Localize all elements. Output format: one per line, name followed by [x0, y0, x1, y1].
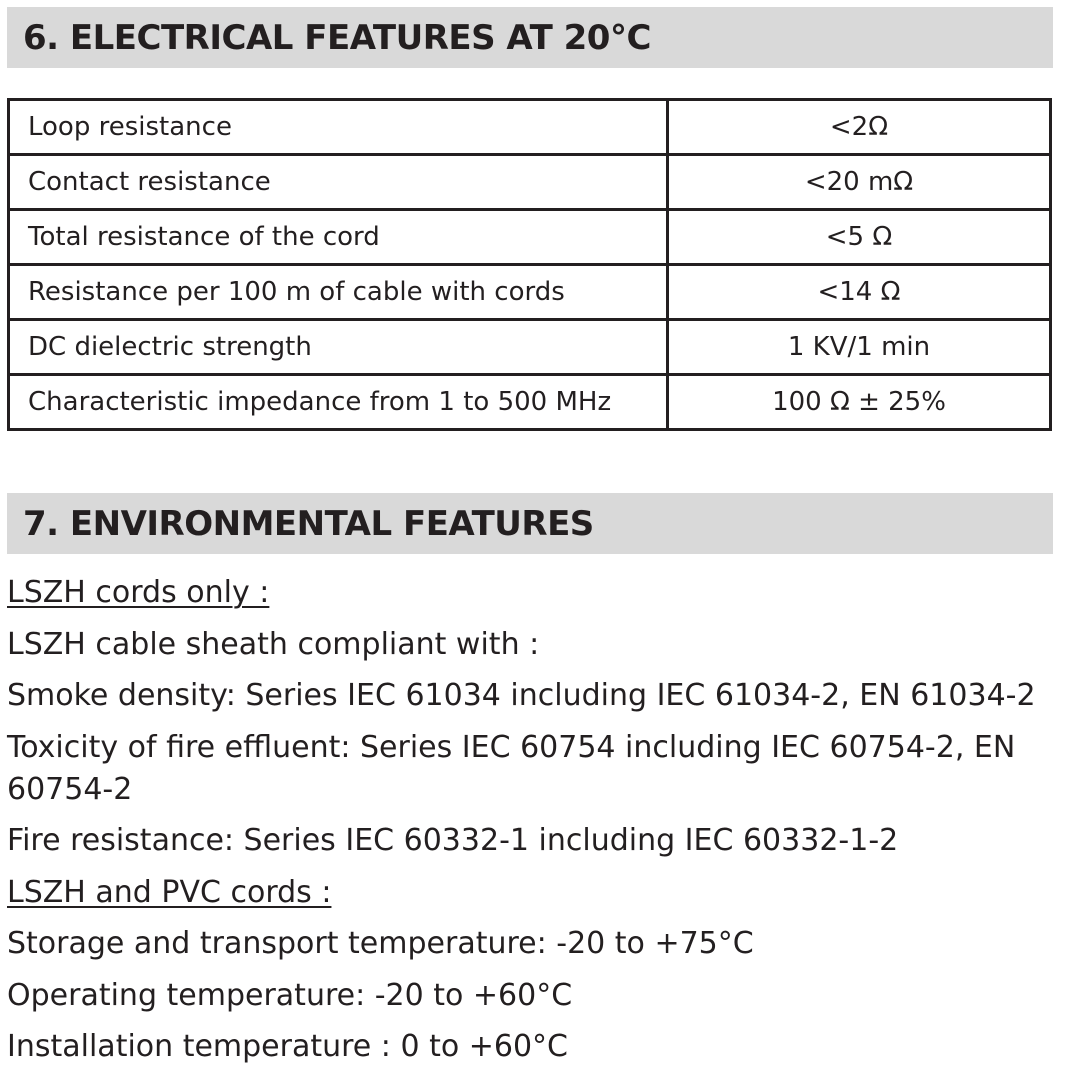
table-row [9, 155, 1051, 210]
electrical-features-table [7, 98, 1052, 431]
table-row [9, 375, 1051, 430]
dc-dielectric-strength-label: DC dielectric strength [9, 320, 668, 375]
resistance-per-100m-value: <14 Ω [668, 265, 1051, 320]
environmental-section-title: 7. ENVIRONMENTAL FEATURES [23, 503, 594, 544]
resistance-per-100m-label: Resistance per 100 m of cable with cords [9, 265, 668, 320]
smoke-density-line: Smoke density: Series IEC 61034 including IEC 61034-2, EN 61034-2 [7, 678, 1036, 713]
fire-resistance-line: Fire resistance: Series IEC 60332-1 including IEC 60332-1-2 [7, 823, 899, 858]
table-row [9, 100, 1051, 155]
contact-resistance-label: Contact resistance [9, 155, 668, 210]
total-cord-resistance-label: Total resistance of the cord [9, 210, 668, 265]
environmental-section-header [7, 493, 1053, 554]
environmental-features-body [7, 572, 1057, 1078]
toxicity-line: Toxicity of fire effluent: Series IEC 60754 including IEC 60754-2, EN 60754-2 [7, 729, 1016, 807]
dc-dielectric-strength-value: 1 KV/1 min [668, 320, 1051, 375]
contact-resistance-value: <20 mΩ [668, 155, 1051, 210]
table-row [9, 265, 1051, 320]
total-cord-resistance-value: <5 Ω [668, 210, 1051, 265]
table-row [9, 210, 1051, 265]
electrical-section-title: 6. ELECTRICAL FEATURES AT 20°C [23, 17, 651, 58]
operating-temperature-line: Operating temperature: -20 to +60°C [7, 977, 573, 1013]
loop-resistance-label: Loop resistance [9, 100, 668, 155]
table-row [9, 320, 1051, 375]
lszh-pvc-heading: LSZH and PVC cords : [7, 874, 332, 910]
lszh-only-heading: LSZH cords only : [7, 575, 270, 610]
loop-resistance-value: <2Ω [668, 100, 1051, 155]
lszh-sheath-compliance-line: LSZH cable sheath compliant with : [7, 626, 540, 662]
characteristic-impedance-value: 100 Ω ± 25% [668, 375, 1051, 430]
storage-temperature-line: Storage and transport temperature: -20 to +75°C [7, 926, 754, 961]
installation-temperature-line: Installation temperature : 0 to +60°C [7, 1029, 568, 1064]
electrical-section-header [7, 7, 1053, 68]
characteristic-impedance-label: Characteristic impedance from 1 to 500 MHz [9, 375, 668, 430]
